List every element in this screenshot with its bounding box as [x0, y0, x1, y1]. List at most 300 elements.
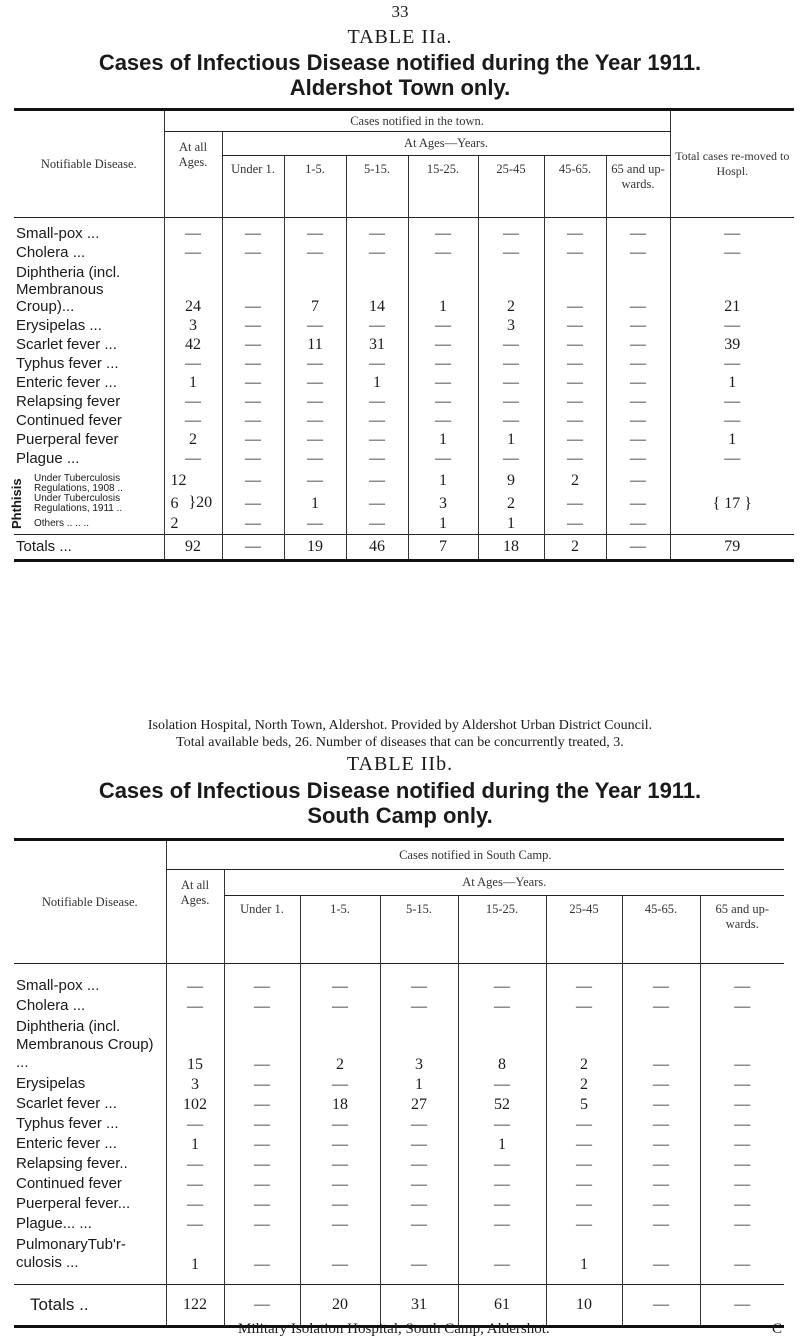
table-cell: —: [458, 1154, 546, 1174]
table-row: [14, 1234, 784, 1274]
table-row: [14, 449, 794, 468]
disease-name: Scarlet fever ...: [16, 1095, 117, 1112]
table-cell: 2: [546, 1074, 622, 1094]
disease-name: Enteric fever ...: [16, 1135, 117, 1152]
table-cell: 102: [166, 1094, 224, 1114]
table-cell: 2: [478, 262, 544, 316]
table-a-age-header: 5-15.: [346, 156, 408, 218]
table-cell: —: [700, 1074, 784, 1094]
table-cell: —: [700, 1214, 784, 1234]
table-b-age-header: 65 and up-wards.: [700, 896, 784, 964]
table-cell: —: [164, 218, 222, 244]
disease-name: Erysipelas ...: [16, 316, 102, 334]
table-cell: —: [546, 1154, 622, 1174]
table-b-age-header: Under 1.: [224, 896, 300, 964]
table-cell: —: [166, 1154, 224, 1174]
phthisis-group-total: }20: [188, 494, 213, 511]
table-cell: —: [606, 411, 670, 430]
table-cell: 1: [166, 1234, 224, 1274]
table-cell: —: [300, 1234, 380, 1274]
table-cell: —: [300, 1214, 380, 1234]
table-cell: —: [606, 494, 670, 514]
table-cell: 21: [670, 262, 794, 316]
table-cell: —: [546, 1114, 622, 1134]
table-cell: —: [544, 392, 606, 411]
disease-name: Plague ...: [16, 449, 80, 467]
table-cell: —: [346, 354, 408, 373]
disease-name: Relapsing fever..: [16, 1155, 128, 1172]
table-cell: —: [224, 1234, 300, 1274]
footer-mark: C: [772, 1321, 783, 1337]
table-cell: —: [380, 1174, 458, 1194]
table-cell: —: [700, 1174, 784, 1194]
table-a-note-1: Isolation Hospital, North Town, Aldershot. Provided by Aldershot Urban District Council.: [147, 718, 653, 733]
table-cell: 1: [478, 430, 544, 449]
table-cell: —: [544, 411, 606, 430]
table-cell: —: [700, 1134, 784, 1154]
table-cell: —: [380, 964, 458, 997]
spacer-cell: [14, 1274, 166, 1284]
table-cell: —: [622, 1016, 700, 1074]
table-row: [14, 1094, 784, 1114]
table-cell: 3: [478, 316, 544, 335]
table-cell: —: [546, 996, 622, 1016]
table-cell: —: [284, 411, 346, 430]
table-cell: —: [458, 1174, 546, 1194]
table-cell: 1: [670, 373, 794, 392]
header-notifiable-b: Notifiable Disease.: [41, 894, 138, 909]
disease-name: Typhus fever ...: [16, 354, 119, 372]
table-cell: 2: [546, 1016, 622, 1074]
table-cell: —: [622, 1094, 700, 1114]
phthisis-all-value: 2: [170, 514, 179, 532]
table-cell: —: [700, 1194, 784, 1214]
phthisis-subrow-label: Under Tuberculosis Regulations, 1911 ..: [34, 493, 123, 514]
disease-name: Typhus fever ...: [16, 1115, 119, 1132]
table-cell: —: [300, 964, 380, 997]
table-cell: —: [606, 514, 670, 534]
table-cell: —: [166, 1174, 224, 1194]
totals-cell: 31: [380, 1284, 458, 1326]
table-cell: —: [408, 243, 478, 262]
table-cell: —: [380, 1234, 458, 1274]
table-cell: —: [622, 964, 700, 997]
table-cell: —: [478, 218, 544, 244]
table-cell: —: [300, 1174, 380, 1194]
header-cases-notified: Cases notified in the town.: [164, 110, 670, 132]
table-cell: —: [544, 449, 606, 468]
disease-name: Enteric fever ...: [16, 373, 117, 391]
phthisis-subrow-label: Others .. .. ..: [34, 517, 90, 529]
phthisis-row: [14, 494, 794, 514]
table-b-age-header: 45-65.: [622, 896, 700, 964]
header-total-removed: Total cases re-moved to Hospl.: [670, 110, 794, 218]
table-cell: —: [166, 1214, 224, 1234]
phthisis-cell: [14, 494, 164, 514]
totals-cell: 10: [546, 1284, 622, 1326]
totals-row: [14, 1284, 784, 1326]
table-cell: —: [606, 373, 670, 392]
totals-cell: —: [606, 534, 670, 560]
table-cell: —: [546, 1214, 622, 1234]
table-cell: —: [670, 392, 794, 411]
header-notifiable: Notifiable Disease.: [40, 156, 137, 171]
spacer-cell: [622, 1274, 700, 1284]
table-cell: 9: [478, 468, 544, 494]
table-cell: —: [224, 1154, 300, 1174]
table-cell: —: [700, 1234, 784, 1274]
totals-label: Totals ...: [16, 537, 72, 555]
phthisis-removed: { 17 }: [670, 494, 794, 514]
table-cell: —: [284, 392, 346, 411]
table-cell: —: [458, 1114, 546, 1134]
table-b-age-header: 5-15.: [380, 896, 458, 964]
table-cell: —: [380, 1114, 458, 1134]
table-cell: —: [478, 373, 544, 392]
table-cell: 15: [166, 1016, 224, 1074]
totals-row: [14, 534, 794, 560]
table-row: [14, 1016, 784, 1074]
table-cell: —: [284, 243, 346, 262]
totals-cell: 61: [458, 1284, 546, 1326]
table-a-age-header: 1-5.: [284, 156, 346, 218]
disease-name: Erysipelas: [16, 1075, 86, 1092]
table-cell: —: [166, 1194, 224, 1214]
table-cell: —: [224, 1174, 300, 1194]
table-cell: —: [606, 262, 670, 316]
table-cell: —: [478, 243, 544, 262]
table-cell: —: [166, 1114, 224, 1134]
table-cell: 1: [408, 262, 478, 316]
table-cell: —: [546, 1134, 622, 1154]
spacer-row: [14, 1274, 784, 1284]
table-a-subtitle: Aldershot Town only.: [289, 75, 511, 100]
table-row: [14, 1154, 784, 1174]
table-a-age-header: 65 and up-wards.: [606, 156, 670, 218]
table-cell: —: [544, 354, 606, 373]
phthisis-all-ages: [164, 514, 222, 534]
table-cell: —: [222, 449, 284, 468]
table-cell: —: [164, 392, 222, 411]
phthisis-all-ages: [164, 494, 222, 514]
phthisis-removed: [670, 468, 794, 494]
table-cell: —: [346, 468, 408, 494]
table-row: [14, 1114, 784, 1134]
table-cell: —: [346, 316, 408, 335]
table-cell: —: [478, 411, 544, 430]
table-row: [14, 996, 784, 1016]
table-cell: —: [222, 218, 284, 244]
disease-name: Cholera ...: [16, 997, 86, 1014]
totals-cell: 122: [166, 1284, 224, 1326]
table-row: [14, 411, 794, 430]
totals-cell: 92: [164, 534, 222, 560]
table-cell: —: [300, 1114, 380, 1134]
table-cell: 1: [408, 468, 478, 494]
table-cell: —: [222, 514, 284, 534]
table-cell: —: [346, 411, 408, 430]
table-cell: —: [622, 1234, 700, 1274]
table-cell: —: [606, 449, 670, 468]
table-cell: —: [284, 514, 346, 534]
table-cell: 3: [166, 1074, 224, 1094]
table-cell: —: [670, 449, 794, 468]
table-cell: —: [284, 449, 346, 468]
table-cell: 42: [164, 335, 222, 354]
spacer-cell: [224, 1274, 300, 1284]
table-cell: —: [346, 392, 408, 411]
phthisis-row: [14, 468, 794, 494]
table-cell: —: [166, 964, 224, 997]
table-cell: —: [222, 430, 284, 449]
disease-name: Continued fever: [16, 1175, 122, 1192]
table-cell: —: [670, 354, 794, 373]
table-cell: —: [222, 373, 284, 392]
table-cell: 39: [670, 335, 794, 354]
table-cell: —: [224, 1016, 300, 1074]
table-cell: 14: [346, 262, 408, 316]
table-cell: —: [544, 218, 606, 244]
table-row: [14, 430, 794, 449]
table-cell: —: [224, 1074, 300, 1094]
table-cell: —: [622, 1174, 700, 1194]
disease-name: PulmonaryTub'r-culosis ...: [16, 1236, 126, 1271]
table-cell: —: [408, 411, 478, 430]
table-cell: —: [622, 1154, 700, 1174]
table-row: [14, 964, 784, 997]
header-at-ages-b: At Ages—Years.: [224, 870, 784, 896]
spacer-cell: [458, 1274, 546, 1284]
table-cell: —: [700, 1094, 784, 1114]
table-cell: —: [164, 354, 222, 373]
table-cell: —: [670, 218, 794, 244]
table-cell: 27: [380, 1094, 458, 1114]
table-a-age-header: 45-65.: [544, 156, 606, 218]
table-cell: —: [222, 468, 284, 494]
table-row: [14, 1074, 784, 1094]
table-row: [14, 1174, 784, 1194]
table-a-age-header: Under 1.: [222, 156, 284, 218]
table-cell: —: [346, 430, 408, 449]
table-cell: —: [622, 1214, 700, 1234]
table-cell: 31: [346, 335, 408, 354]
spacer-cell: [166, 1274, 224, 1284]
table-cell: —: [222, 335, 284, 354]
table-b-label: TABLE IIb.: [346, 753, 454, 775]
spacer-cell: [700, 1274, 784, 1284]
table-cell: —: [700, 996, 784, 1016]
disease-name: Relapsing fever: [16, 392, 121, 410]
table-b: [14, 838, 784, 1328]
table-cell: —: [606, 335, 670, 354]
table-cell: —: [606, 354, 670, 373]
totals-cell: 2: [544, 534, 606, 560]
table-cell: —: [458, 1074, 546, 1094]
table-cell: —: [408, 335, 478, 354]
table-cell: —: [408, 218, 478, 244]
table-cell: —: [544, 494, 606, 514]
table-cell: —: [222, 392, 284, 411]
table-a: [9, 108, 794, 562]
table-cell: 3: [408, 494, 478, 514]
table-cell: 1: [546, 1234, 622, 1274]
totals-cell: —: [700, 1284, 784, 1326]
table-cell: —: [544, 373, 606, 392]
table-cell: —: [380, 996, 458, 1016]
totals-cell: 79: [670, 534, 794, 560]
table-cell: 3: [164, 316, 222, 335]
table-cell: —: [164, 243, 222, 262]
phthisis-label: Phthisis: [9, 478, 24, 530]
totals-cell: —: [622, 1284, 700, 1326]
table-cell: 1: [478, 514, 544, 534]
table-a-age-header: 25-45: [478, 156, 544, 218]
table-cell: 7: [284, 262, 346, 316]
table-cell: —: [408, 449, 478, 468]
table-cell: —: [606, 430, 670, 449]
table-row: [14, 243, 794, 262]
table-cell: —: [544, 335, 606, 354]
footer-text: Military Isolation Hospital, South Camp, Aldershot.: [238, 1321, 550, 1337]
disease-name: Diphtheria (incl. Membranous Croup) ...: [16, 1018, 154, 1071]
table-cell: —: [408, 354, 478, 373]
table-cell: —: [284, 373, 346, 392]
page-number: 33: [391, 2, 409, 21]
table-row: [14, 316, 794, 335]
table-cell: —: [380, 1214, 458, 1234]
table-cell: —: [544, 430, 606, 449]
table-cell: 2: [544, 468, 606, 494]
table-cell: —: [222, 354, 284, 373]
header-at-ages: At Ages—Years.: [222, 132, 670, 156]
table-cell: —: [606, 243, 670, 262]
table-cell: 1: [458, 1134, 546, 1154]
table-cell: —: [380, 1154, 458, 1174]
table-a-note-2: Total available beds, 26. Number of diseases that can be concurrently treated, 3.: [176, 735, 624, 750]
table-cell: —: [222, 316, 284, 335]
table-row: [14, 354, 794, 373]
phthisis-row: [14, 514, 794, 534]
table-cell: —: [606, 468, 670, 494]
phthisis-subrow-label: Under Tuberculosis Regulations, 1908 ..: [34, 473, 123, 494]
table-cell: —: [478, 335, 544, 354]
table-cell: 2: [300, 1016, 380, 1074]
table-cell: —: [408, 316, 478, 335]
table-cell: —: [700, 1154, 784, 1174]
table-a-title: Cases of Infectious Disease notified during the Year 1911.: [98, 50, 702, 75]
table-row: [14, 218, 794, 244]
table-cell: —: [222, 243, 284, 262]
table-cell: —: [284, 316, 346, 335]
table-cell: 1: [380, 1074, 458, 1094]
table-cell: —: [606, 316, 670, 335]
table-cell: —: [544, 243, 606, 262]
table-cell: —: [164, 411, 222, 430]
table-b-age-header: 15-25.: [458, 896, 546, 964]
totals-cell: 46: [346, 534, 408, 560]
disease-name: Cholera ...: [16, 243, 86, 261]
table-cell: —: [544, 316, 606, 335]
disease-name: Puerperal fever...: [16, 1195, 131, 1212]
table-cell: 2: [164, 430, 222, 449]
disease-name: Puerperal fever: [16, 430, 119, 448]
table-cell: —: [622, 1114, 700, 1134]
table-cell: 24: [164, 262, 222, 316]
table-cell: 1: [164, 373, 222, 392]
table-cell: —: [458, 1214, 546, 1234]
table-cell: —: [458, 1194, 546, 1214]
table-cell: —: [380, 1134, 458, 1154]
totals-cell: 20: [300, 1284, 380, 1326]
phthisis-all-value: 6: [170, 495, 179, 512]
table-cell: 11: [284, 335, 346, 354]
table-cell: 52: [458, 1094, 546, 1114]
table-cell: —: [700, 1114, 784, 1134]
disease-name: Diphtheria (incl. Membranous Croup)...: [16, 263, 121, 315]
table-cell: —: [408, 392, 478, 411]
table-cell: —: [670, 243, 794, 262]
totals-cell: 7: [408, 534, 478, 560]
table-cell: —: [224, 1134, 300, 1154]
table-cell: 8: [458, 1016, 546, 1074]
table-cell: —: [622, 1134, 700, 1154]
table-cell: —: [224, 1214, 300, 1234]
totals-cell: 19: [284, 534, 346, 560]
table-b-title: Cases of Infectious Disease notified during the Year 1911.: [98, 778, 702, 803]
table-cell: —: [700, 964, 784, 997]
table-cell: —: [546, 964, 622, 997]
phthisis-removed: [670, 514, 794, 534]
totals-label: Totals ..: [30, 1294, 89, 1314]
table-a-label: TABLE IIa.: [347, 26, 453, 48]
phthisis-all-value: 12: [170, 472, 187, 489]
table-cell: —: [346, 494, 408, 514]
table-cell: —: [300, 1074, 380, 1094]
disease-name: Small-pox ...: [16, 224, 100, 242]
disease-name: Small-pox ...: [16, 977, 100, 994]
phthisis-cell: [14, 514, 164, 534]
disease-name: Plague... ...: [16, 1215, 92, 1232]
table-cell: 5: [546, 1094, 622, 1114]
table-b-age-header: 1-5.: [300, 896, 380, 964]
header-all-ages: At all Ages.: [164, 132, 222, 218]
table-cell: —: [670, 316, 794, 335]
table-cell: —: [164, 449, 222, 468]
table-cell: —: [300, 1194, 380, 1214]
header-all-ages-b: At all Ages.: [166, 870, 224, 964]
table-cell: —: [224, 1094, 300, 1114]
table-row: [14, 335, 794, 354]
table-cell: —: [700, 1016, 784, 1074]
spacer-cell: [380, 1274, 458, 1284]
table-cell: —: [166, 996, 224, 1016]
table-cell: —: [224, 964, 300, 997]
table-cell: 3: [380, 1016, 458, 1074]
table-b-age-header: 25-45: [546, 896, 622, 964]
table-row: [14, 1214, 784, 1234]
totals-cell: 18: [478, 534, 544, 560]
table-cell: —: [478, 392, 544, 411]
table-cell: —: [346, 218, 408, 244]
table-cell: —: [458, 1234, 546, 1274]
table-cell: —: [458, 996, 546, 1016]
table-cell: —: [544, 514, 606, 534]
table-cell: —: [346, 514, 408, 534]
table-cell: 1: [284, 494, 346, 514]
table-row: [14, 262, 794, 316]
table-row: [14, 392, 794, 411]
table-cell: —: [622, 1074, 700, 1094]
